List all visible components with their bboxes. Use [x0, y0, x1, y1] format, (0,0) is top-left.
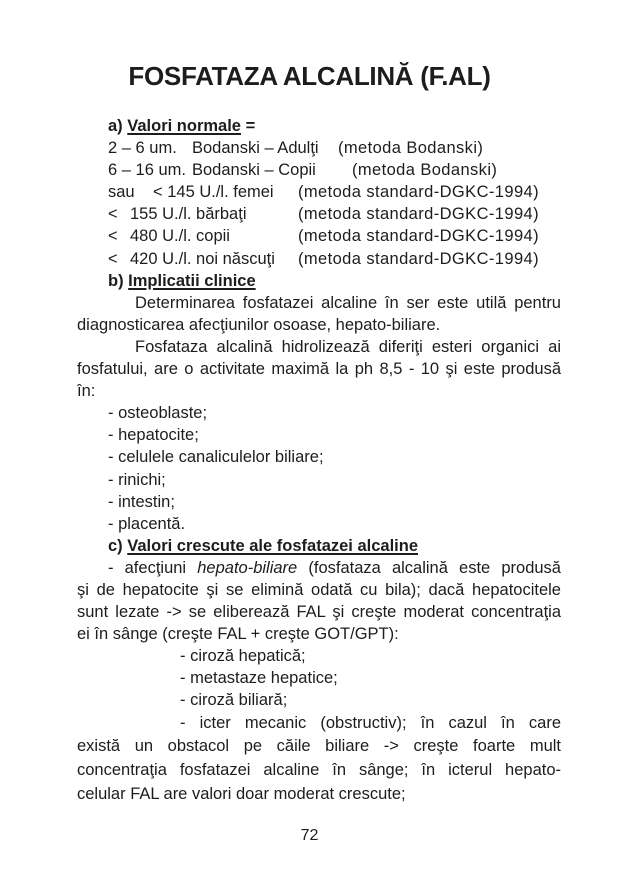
section-heading-text: Implicatii clinice [128, 271, 256, 290]
normal-value-method: (metoda standard-DGKC-1994) [298, 205, 539, 224]
list-item: - osteoblaste; [108, 404, 208, 423]
page-number: 72 [300, 827, 319, 844]
normal-value-row [77, 203, 561, 225]
list-item: - ciroză hepatică; [180, 647, 306, 666]
section-heading-text: Valori normale [127, 117, 241, 135]
normal-value-method: (metoda Bodanski) [352, 161, 498, 180]
list-item: - ciroză biliară; [180, 691, 288, 710]
normal-value-range: < 145 U./l. femei [153, 183, 274, 202]
paragraph-line: ei în sânge (creşte FAL + creşte GOT/GPT): [77, 625, 399, 644]
list-item: - intestin; [108, 492, 175, 511]
normal-value-row [77, 159, 561, 181]
normal-value-prefix: < [108, 205, 118, 224]
paragraph-line: sunt lezate -> se eliberează FAL şi creşte moderat concentraţia [77, 603, 561, 622]
normal-value-range: 2 – 6 um. [108, 139, 177, 158]
list-item: - metastaze hepatice; [180, 669, 338, 688]
normal-value-prefix: < [108, 249, 118, 268]
paragraph-line: concentraţia fosfatazei alcaline în sânge; în icterul hepato- [77, 760, 561, 779]
italic-term: hepato-biliare [197, 558, 298, 577]
equals-sign: = [245, 117, 256, 135]
section-marker: c) [108, 536, 123, 555]
normal-value-method: (metoda standard-DGKC-1994) [298, 183, 539, 202]
paragraph-line: Determinarea fosfatazei alcaline în ser este utilă pentru [135, 293, 561, 312]
section-b-heading [77, 270, 561, 292]
section-marker: b) [108, 271, 124, 290]
normal-value-prefix: < [108, 227, 118, 246]
normal-value-row [77, 181, 561, 203]
normal-value-range: 155 U./l. bărbaţi [130, 205, 247, 224]
paragraph-text: - afecţiuni [108, 558, 187, 577]
paragraph-line: - icter mecanic (obstructiv); în cazul în care [180, 713, 561, 732]
paragraph-line: celular FAL are valori doar moderat crescute; [77, 784, 406, 803]
normal-value-method: (metoda standard-DGKC-1994) [298, 249, 539, 268]
paragraph-line: fosfatului, are o activitate maximă la ph 8,5 - 10 şi este produsă [77, 360, 561, 379]
paragraph-line: există un obstacol pe căile biliare -> creşte foarte mult [77, 737, 561, 756]
normal-value-prefix: sau [108, 183, 135, 202]
paragraph-line: în: [77, 382, 96, 401]
section-c-heading [77, 535, 561, 557]
document-body [77, 115, 561, 806]
normal-value-group: Bodanski – Copii [192, 161, 316, 180]
section-a-heading [77, 115, 561, 137]
section-marker: a) [108, 117, 123, 135]
normal-value-row [77, 137, 561, 159]
paragraph-text: (fosfataza alcalină este produsă [308, 558, 561, 577]
section-heading-text: Valori crescute ale fosfatazei alcaline [127, 536, 418, 555]
paragraph-line: Fosfataza alcalină hidrolizează diferiţi esteri organici ai [135, 337, 561, 356]
page-title: FOSFATAZA ALCALINĂ (F.AL) [128, 61, 491, 91]
normal-value-group: Bodanski – Adulţi [192, 139, 319, 158]
list-item: - hepatocite; [108, 426, 199, 445]
normal-value-method: (metoda Bodanski) [338, 139, 484, 158]
paragraph-line: diagnosticarea afecţiunilor osoase, hepato-biliare. [77, 315, 441, 334]
list-item: - placentă. [108, 514, 186, 533]
list-item: - celulele canaliculelor biliare; [108, 448, 324, 467]
list-item: - rinichi; [108, 470, 166, 489]
normal-value-range: 6 – 16 um. [108, 161, 186, 180]
normal-value-row [77, 225, 561, 247]
normal-value-row [77, 248, 561, 270]
paragraph-line: şi de hepatocite şi se elimină odată cu bila); dacă hepatocitele [77, 580, 561, 599]
normal-value-range: 480 U./l. copii [130, 227, 230, 246]
normal-value-range: 420 U./l. noi născuţi [130, 249, 275, 268]
paragraph-line [77, 557, 561, 579]
normal-value-method: (metoda standard-DGKC-1994) [298, 227, 539, 246]
